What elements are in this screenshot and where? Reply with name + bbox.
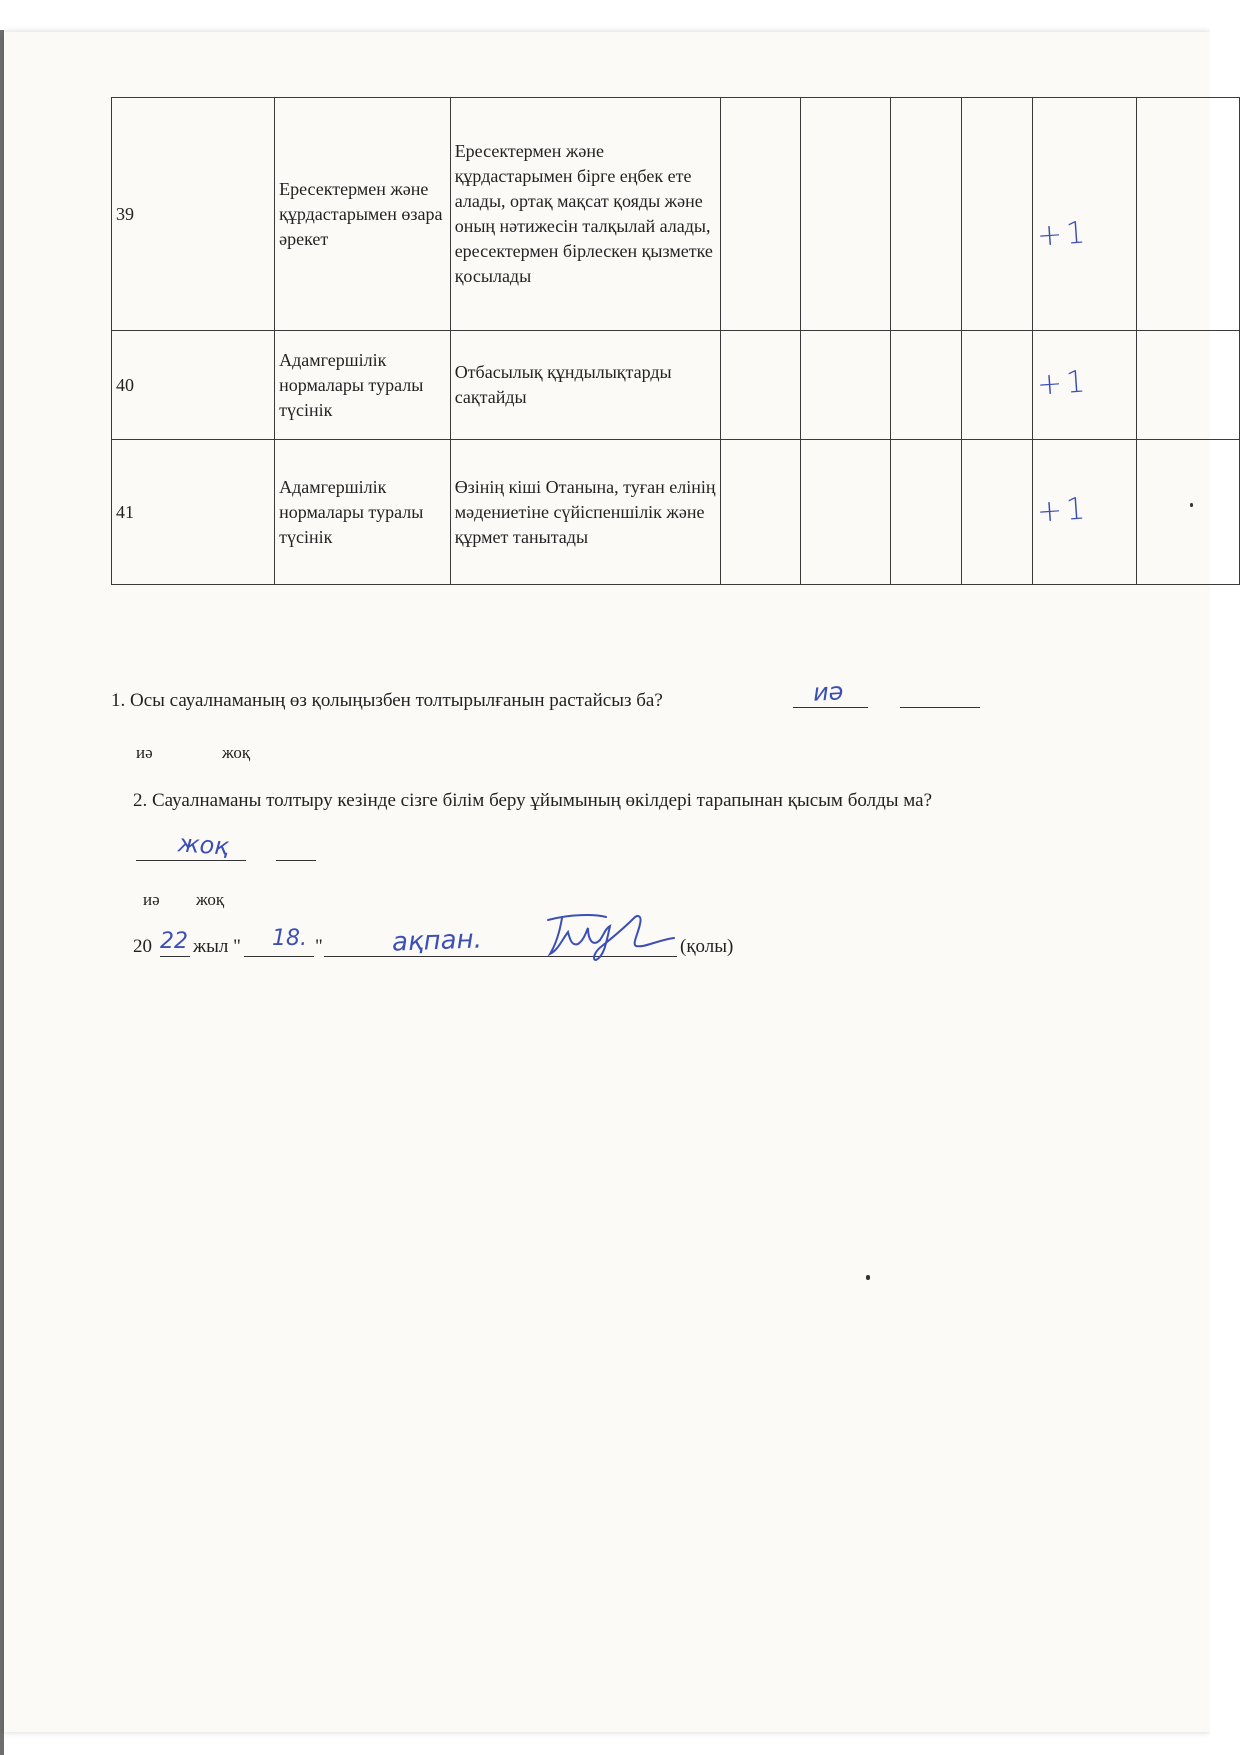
row-number: 39 xyxy=(112,98,275,331)
signature-label: (қолы) xyxy=(680,936,734,957)
handwritten-year: 22 xyxy=(160,929,188,954)
scan-speck xyxy=(1190,503,1193,507)
rating-cell xyxy=(961,98,1032,331)
handwritten-mark: +1 xyxy=(1035,490,1091,530)
handwritten-answer-1: иә xyxy=(812,677,845,707)
rating-cell-marked xyxy=(1032,331,1136,440)
date-prefix: 20 xyxy=(133,936,152,957)
rating-cell-marked xyxy=(1032,98,1136,331)
development-area: Адамгершілік нормалары туралы түсінік xyxy=(275,440,451,585)
answer-line-yes xyxy=(793,707,868,708)
rating-cell-marked xyxy=(1032,440,1136,585)
rating-cell xyxy=(891,98,961,331)
table-row xyxy=(112,331,1240,440)
rating-cell xyxy=(1136,440,1239,585)
rating-cell xyxy=(800,440,891,585)
rating-cell xyxy=(1136,98,1239,331)
indicator-text: Өзінің кіші Отанына, туған елінің мәдениетіне сүйіспеншілік және құрмет танытады xyxy=(450,440,720,585)
day-line xyxy=(244,956,314,957)
handwritten-signature xyxy=(540,910,680,962)
handwritten-answer-2: жоқ xyxy=(177,829,230,861)
rating-cell xyxy=(891,331,961,440)
development-area: Адамгершілік нормалары туралы түсінік xyxy=(275,331,451,440)
development-area: Ересектермен және құрдастарымен өзара әрекет xyxy=(275,98,451,331)
year-word: жыл " xyxy=(193,936,241,957)
scan-speck xyxy=(866,1275,870,1280)
rating-cell xyxy=(800,98,891,331)
survey-table xyxy=(111,97,1240,585)
answer-line-no xyxy=(276,860,316,861)
option-yes-label: иә xyxy=(143,890,160,909)
handwritten-mark: +1 xyxy=(1035,214,1091,254)
handwritten-month: ақпан. xyxy=(391,924,483,958)
indicator-text: Ересектермен және құрдастарымен бірге еңбек ете алады, ортақ мақсат қояды және оның нәтижесін талқылай алады, ересектермен бірлескен қызметке қосылады xyxy=(450,98,720,331)
rating-cell xyxy=(800,331,891,440)
option-no-label: жоқ xyxy=(196,890,225,909)
answer-line-yes xyxy=(136,860,246,861)
rating-cell xyxy=(720,98,800,331)
day-quote: " xyxy=(315,936,323,957)
table-row xyxy=(112,98,1240,331)
row-number: 40 xyxy=(112,331,275,440)
answer-line-no xyxy=(900,707,980,708)
rating-cell xyxy=(720,440,800,585)
option-no-label: жоқ xyxy=(222,743,251,762)
handwritten-mark: +1 xyxy=(1035,363,1091,403)
rating-cell xyxy=(1136,331,1239,440)
row-number: 41 xyxy=(112,440,275,585)
option-yes-label: иә xyxy=(136,743,153,762)
indicator-text: Отбасылық құндылықтарды сақтайды xyxy=(450,331,720,440)
rating-cell xyxy=(891,440,961,585)
rating-cell xyxy=(961,440,1032,585)
question-1: 1. Осы сауалнаманың өз қолыңызбен толтырылғанын растайсыз ба? xyxy=(111,690,663,711)
table-row xyxy=(112,440,1240,585)
year-line xyxy=(160,956,190,957)
question-2: 2. Сауалнаманы толтыру кезінде сізге білім беру ұйымының өкілдері тарапынан қысым болды ма? xyxy=(133,790,933,811)
handwritten-day: 18. xyxy=(272,926,307,951)
rating-cell xyxy=(961,331,1032,440)
rating-cell xyxy=(720,331,800,440)
